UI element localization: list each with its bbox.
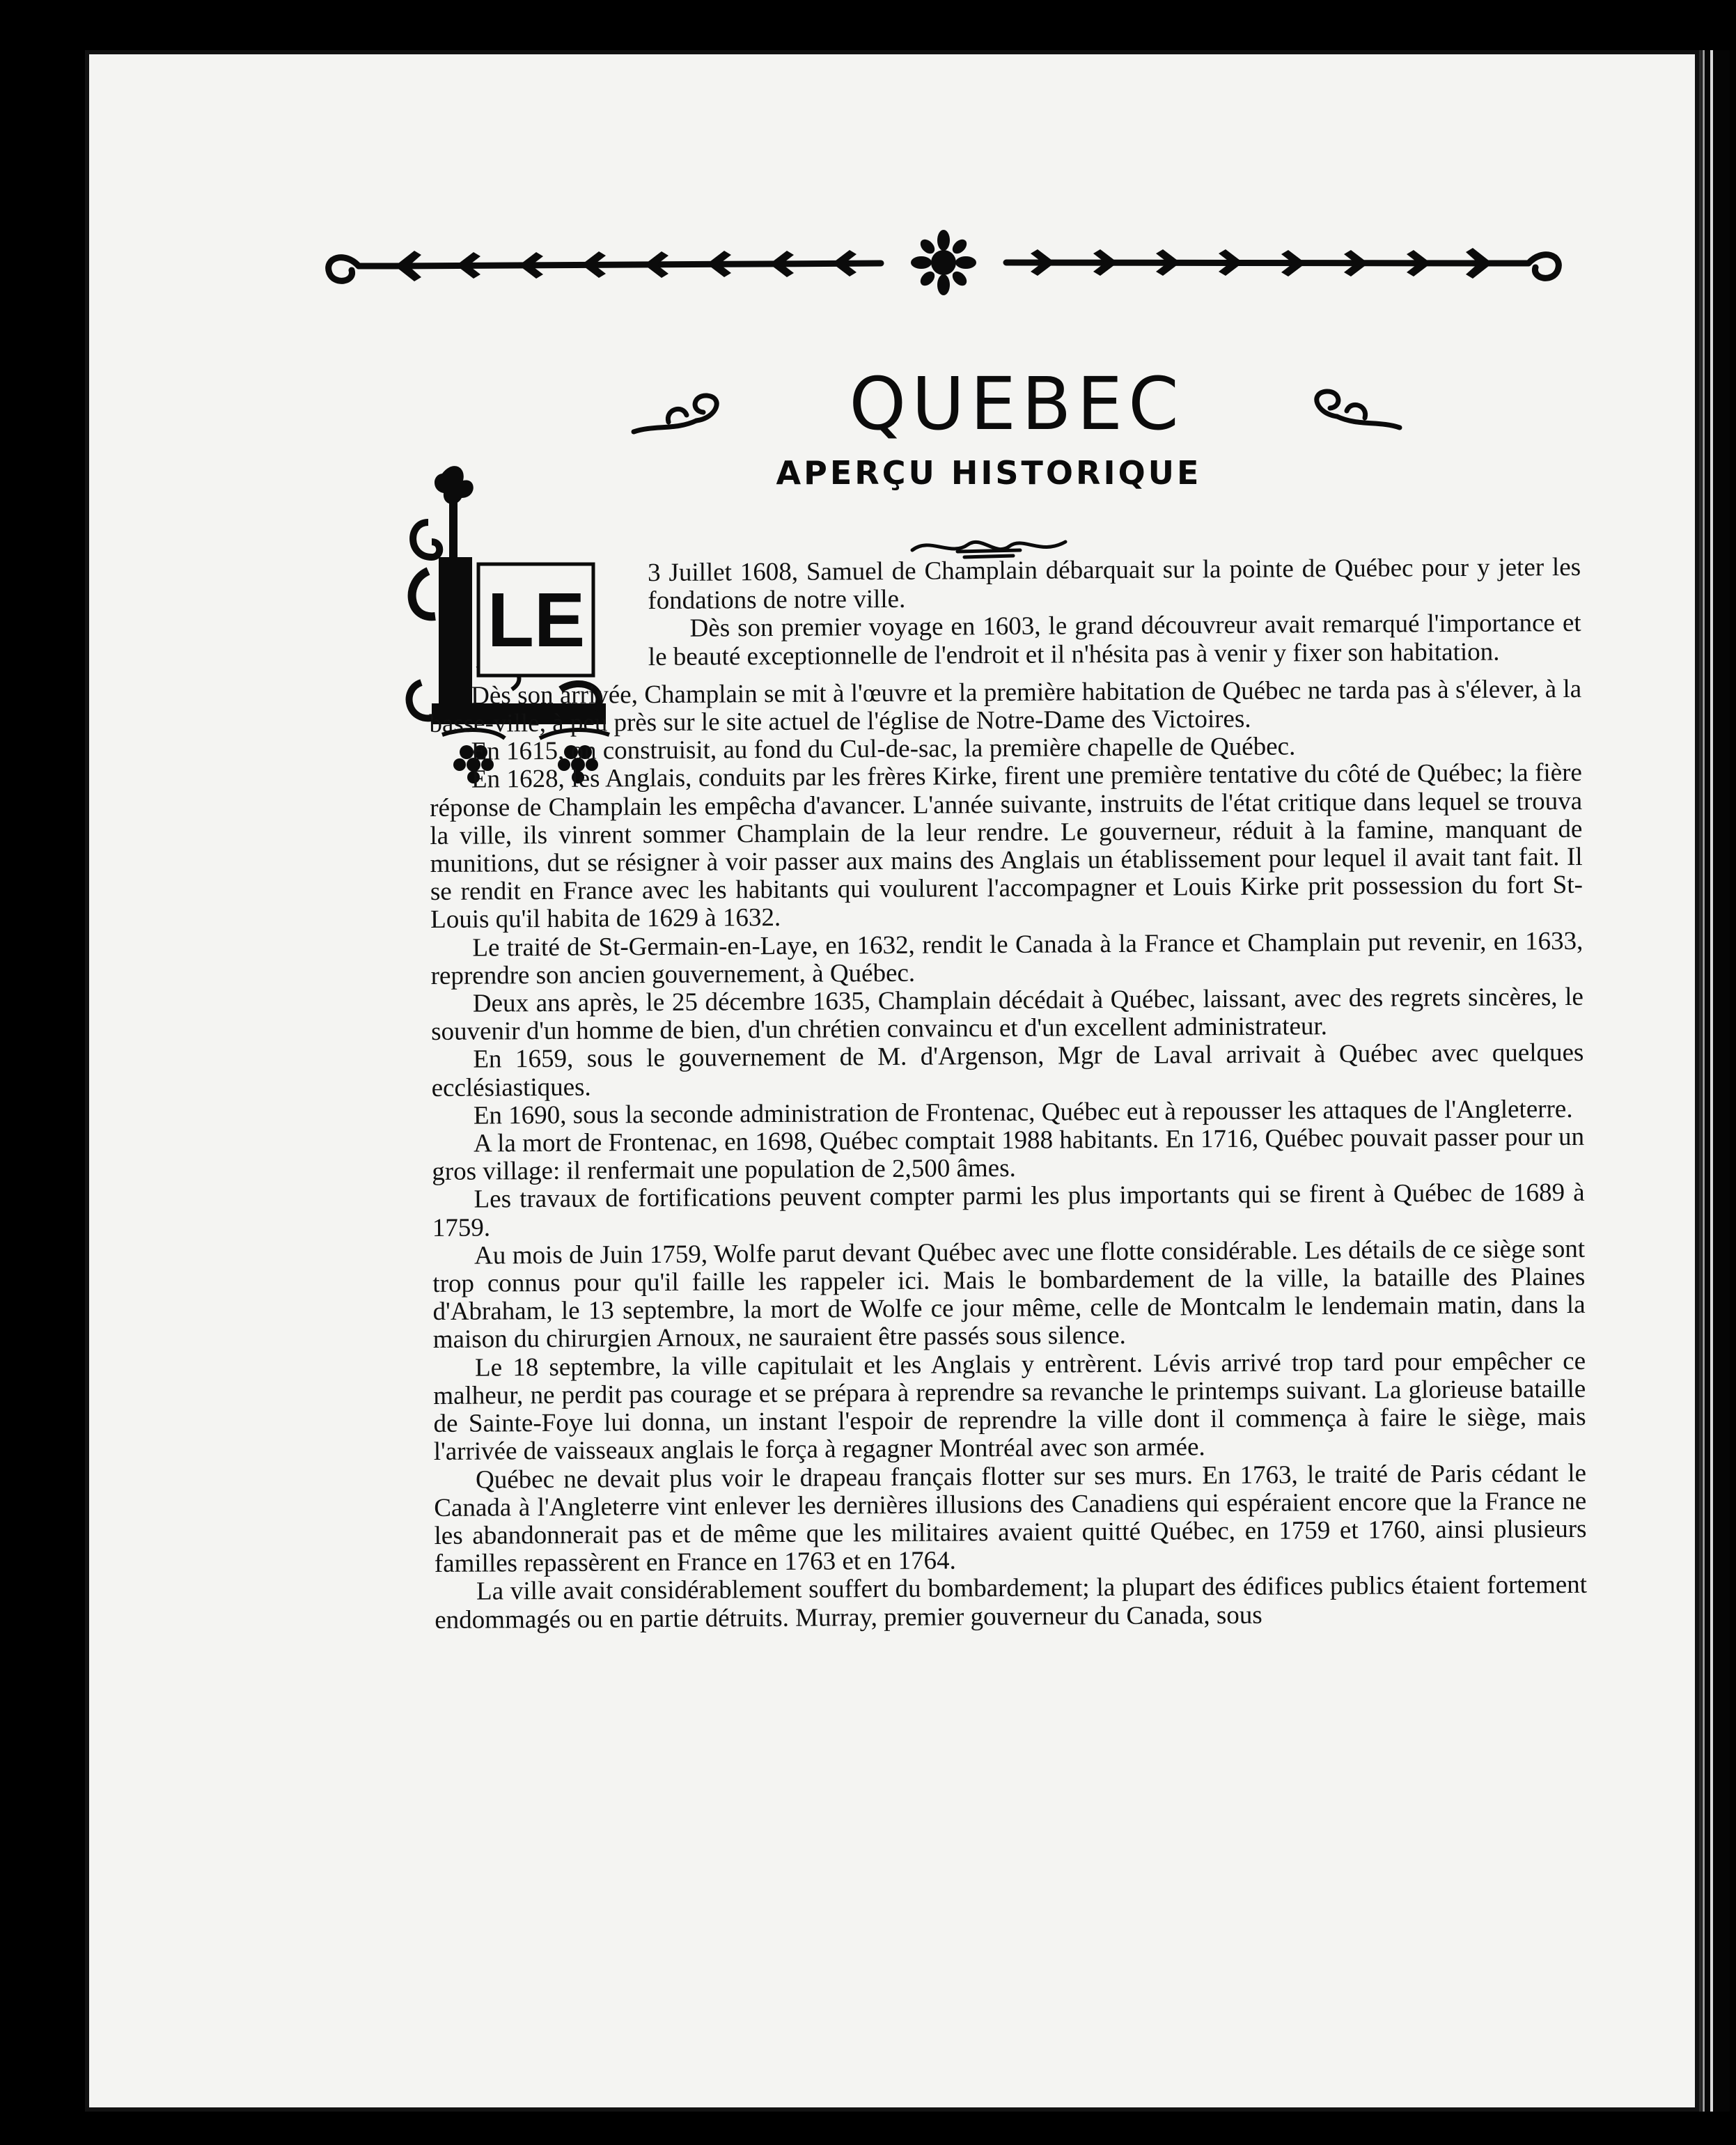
article-paragraph: La ville avait considérablement souffert du bombardement; la plupart des édifices publics étaient fortement endommagés ou en partie détruits. Murray, premier gouverneur du Canada, sous [435,1570,1588,1635]
page-subtitle: APERÇU HISTORIQUE [776,454,1202,492]
article-paragraph: Au mois de Juin 1759, Wolfe parut devant Québec avec une flotte considérable. Les détails de ce siège sont trop connus pour qu'il faille les rappeler ici. Mais le bombardement de la ville, la bataille des Plaines d'Abraham, le 13 septembre, la mort de Wolfe ce jour même, celle de Montcalm le lendemain matin, dans la maison du chirurgien Arnoux, ne sauraient être passés sous silence. [432,1234,1586,1355]
article-paragraph: Le 18 septembre, la ville capitulait et les Anglais y entrèrent. Lévis arrivé trop tard pour empêcher ce malheur, ne perdit pas courage et se prépara à reprendre sa revanche le printemps suivant. La glorieuse bataille de Sainte-Foye lui donna, un instant l'espoir de reprendre la ville dont il commença à faire le siège, mais l'arrivée de vaisseaux anglais le força à regagner Montréal avec son armée. [433,1346,1586,1467]
article-opening-paragraph [428,554,1581,673]
article-paragraph: Les travaux de fortifications peuvent compter parmi les plus importants qui se firent à Québec de 1689 à 1759. [432,1178,1585,1242]
article-paragraph: A la mort de Frontenac, en 1698, Québec comptait 1988 habitants. En 1716, Québec pouvait passer pour un gros village: il renfermait une population de 2,500 âmes. [432,1122,1585,1187]
dropcap-letters: LE [487,577,586,663]
facing-page-edge [1699,50,1730,2112]
title-scroll-ornament-right [1302,376,1407,439]
page-title: QUEBEC [849,361,1184,446]
banner-ornament [317,230,1570,299]
article-paragraph: Dès son arrivée, Champlain se mit à l'œuvre et la première habitation de Québec ne tarda pas à s'élever, à la basse-ville, à peu près sur le site actuel de l'église de Notre-Dame des Victoires. [429,674,1582,739]
article-paragraph: En 1690, sous la seconde administration de Frontenac, Québec eut à repousser les attaques de l'Angleterre. [473,1094,1573,1130]
opening-sentence: 3 Juillet 1608, Samuel de Champlain débarquait sur la pointe de Québec pour y jeter les fondations de notre ville. [647,552,1581,616]
article-paragraph: Le traité de St-Germain-en-Laye, en 1632, rendit le Canada à la France et Champlain put revenir, en 1633, reprendre son ancien gouvernement, à Québec. [430,926,1583,990]
article-body [428,554,1587,1635]
opening-followup: Dès son premier voyage en 1603, le grand découvreur avait remarqué l'importance et le beauté exceptionnelle de l'endroit et il n'hésita pas à venir y fixer son habitation. [648,609,1581,671]
article-paragraph: Deux ans après, le 25 décembre 1635, Champlain décédait à Québec, laissant, avec des regrets sincères, le souvenir d'un homme de bien, d'un chrétien convaincu et d'un excellent administrateur. [431,982,1583,1047]
article-paragraph: En 1628, les Anglais, conduits par les frères Kirke, firent une première tentative du côté de Québec; la fière réponse de Champlain les empêcha d'avancer. L'année suivante, instruits de l'état critique dans lequel se trouva la ville, ils vinrent sommer Champlain de la leur rendre. Le gouverneur, réduit à la famine, manquant de munitions, dut se résigner à voir passer aux mains des Anglais un établissement pour lequel il avait tant fait. Il se rendit en France avec les habitants qui voulurent l'accompagner et Louis Kirke prit possession du fort St-Louis qu'il habita de 1629 à 1632. [430,758,1583,935]
title-scroll-ornament-left [627,376,731,439]
article-paragraph: Québec ne devait plus voir le drapeau français flotter sur ses murs. En 1763, le traité de Paris cédant le Canada à l'Angleterre vint enlever les dernières illusions des Canadiens qui espéraient encore que la France ne les abandonnerait pas et de même que les militaires avaient quitté Québec, en 1759 et 1760, ainsi plusieurs familles repassèrent en France en 1763 et en 1764. [434,1458,1587,1579]
article-paragraph: En 1615, on construisit, au fond du Cul-de-sac, la première chapelle de Québec. [471,732,1296,766]
title-block [627,362,1407,446]
article-paragraph: En 1659, sous le gouvernement de M. d'Argenson, Mgr de Laval arrivait à Québec avec quelques ecclésiastiques. [431,1038,1584,1102]
